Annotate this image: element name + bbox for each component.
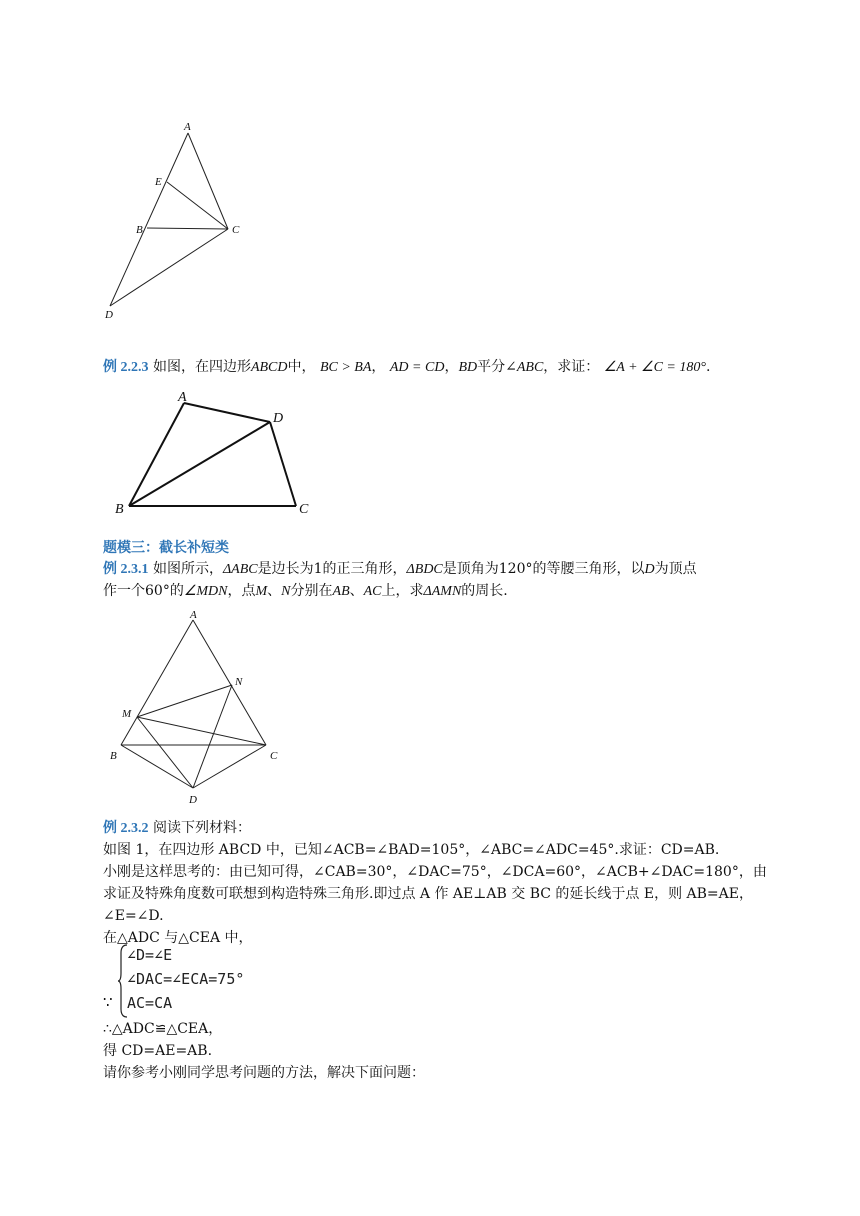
label-b: B bbox=[136, 224, 143, 236]
label-a: A bbox=[184, 121, 191, 133]
example-2-2-3: 例 2.2.3 如图，在四边形ABCD中， BC > BA， AD = CD，BD平分∠ABC，求证： ∠A + ∠C = 180°. bbox=[103, 359, 711, 375]
paragraph-line: ∠E=∠D. bbox=[103, 908, 164, 924]
label-c: C bbox=[232, 224, 240, 236]
example-label: 例 2.3.2 bbox=[103, 821, 149, 836]
example-label: 例 2.3.1 bbox=[103, 562, 149, 577]
label-n: N bbox=[235, 676, 243, 688]
figure-quadrilateral-abcd bbox=[110, 385, 330, 520]
figure-triangle-amn bbox=[104, 605, 294, 810]
figure-triangle-abcde bbox=[100, 118, 260, 328]
example-2-3-1-line-2: 作一个60°的∠MDN，点M、N分别在AB、AC上，求ΔAMN的周长. bbox=[103, 583, 508, 599]
example-2-3-1-line-1: 例 2.3.1 如图所示，ΔABC是边长为1的正三角形，ΔBDC是顶角为120°的等腰三角形，以D为顶点 bbox=[103, 561, 697, 577]
paragraph-line: 请你参考小刚同学思考问题的方法，解决下面问题： bbox=[103, 1065, 425, 1081]
paragraph-line: 得 CD=AE=AB. bbox=[103, 1043, 213, 1059]
label-b: B bbox=[115, 502, 124, 517]
label-c: C bbox=[270, 750, 278, 762]
paragraph-line: ∴△ADC≌△CEA， bbox=[103, 1021, 223, 1037]
condition-2: ∠DAC=∠ECA=75° bbox=[127, 970, 245, 988]
condition-3: AC=CA bbox=[127, 994, 173, 1012]
label-b: B bbox=[110, 750, 117, 762]
label-d: D bbox=[273, 411, 284, 426]
label-d: D bbox=[189, 794, 197, 806]
label-a: A bbox=[178, 390, 187, 405]
example-label: 例 2.2.3 bbox=[103, 360, 149, 375]
paragraph-line: 小刚是这样思考的：由已知可得，∠CAB=30°，∠DAC=75°，∠DCA=60°，∠ACB+∠DAC=180°，由 bbox=[103, 864, 767, 880]
because-symbol: ∵ bbox=[103, 993, 113, 1011]
section-heading: 题模三：截长补短类 bbox=[103, 540, 229, 556]
label-e: E bbox=[155, 176, 162, 188]
label-a: A bbox=[190, 609, 197, 621]
paragraph-line: 在△ADC 与△CEA 中， bbox=[103, 930, 253, 946]
label-d: D bbox=[105, 309, 113, 321]
example-2-3-2-title: 例 2.3.2 阅读下列材料： bbox=[103, 820, 251, 836]
paragraph-line: 如图 1，在四边形 ABCD 中，已知∠ACB=∠BAD=105°，∠ABC=∠ADC=45°.求证：CD=AB. bbox=[103, 842, 720, 858]
congruence-conditions bbox=[103, 943, 303, 1019]
condition-1: ∠D=∠E bbox=[127, 946, 173, 964]
label-c: C bbox=[299, 502, 309, 517]
label-m: M bbox=[122, 708, 132, 720]
paragraph-line: 求证及特殊角度数可联想到构造特殊三角形.即过点 A 作 AE⊥AB 交 BC 的延长线于点 E，则 AB=AE， bbox=[103, 886, 753, 902]
